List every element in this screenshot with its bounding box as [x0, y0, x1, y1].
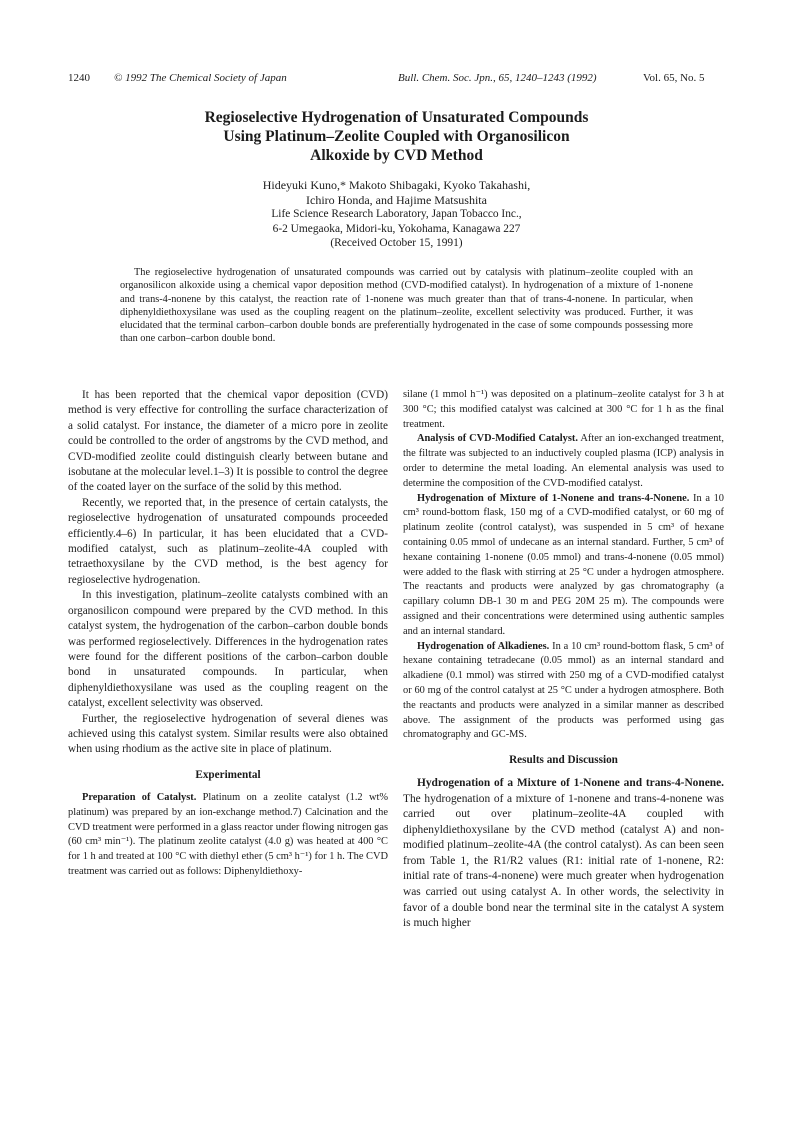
intro-paragraph-4: Further, the regioselective hydrogenation of several dienes was achieved using this catalyst system. Similar results were also obtained when using rhodium as the active site in place of platinum. — [68, 712, 388, 756]
analysis-body: After an ion-exchanged treatment, the filtrate was subjected to an inductively coupled plasma (ICP) analysis in order to determine the metal loading. An elemental analysis was used to determine the composition of the CVD-modified catalyst. — [403, 433, 724, 489]
title-line-3: Alkoxide by CVD Method — [310, 147, 483, 164]
alkadienes-paragraph — [403, 640, 724, 744]
article-title — [0, 108, 793, 165]
preparation-run-in-head: Preparation of Catalyst. — [82, 792, 197, 804]
results-run-in-head: Hydrogenation of a Mixture of 1-Nonene and trans-4-Nonene. — [417, 776, 724, 789]
experimental-heading: Experimental — [195, 768, 261, 781]
authors-line-2: Ichiro Honda, and Hajime Matsushita — [306, 192, 487, 207]
analysis-run-in-head: Analysis of CVD-Modified Catalyst. — [417, 433, 578, 445]
results-body: The hydrogenation of a mixture of 1-nonene and trans-4-nonene was carried out over platinum–zeolite-4A coupled with diphenyldiethoxysilane by the CVD method (catalyst A) and non-modified platinum–zeolite-4A (the control catalyst). As can been seen from Table 1, the R1/R2 values (R1: initial rate of 1-nonene, R2: initial rate of trans-4-nonene) were much greater when hydrogenation was carried out using catalyst A. In other words, the selectivity in favor of a double bond near the terminal site in the catalyst A system is much higher — [403, 792, 724, 930]
results-heading: Results and Discussion — [509, 754, 618, 767]
journal-citation: Bull. Chem. Soc. Jpn., 65, 1240–1243 (1992) — [398, 72, 597, 84]
alkadienes-body: In a 10 cm³ round-bottom flask, 5 cm³ of hexane containing tetradecane (0.05 mmol) as an internal standard and alkadiene (0.1 mmol) was stirred with 250 mg of a CVD-modified catalyst or 60 mg of the control catalyst at 25 °C under a hydrogen atmosphere. Both the reactants and products were analyzed in a similar manner as described above. The assignment of the products was performed using gas chromatography and GC-MS. — [403, 640, 724, 741]
preparation-paragraph — [68, 791, 388, 879]
author-list — [0, 178, 793, 251]
mixture-run-in-head: Hydrogenation of Mixture of 1-Nonene and trans-4-Nonene. — [417, 492, 690, 504]
volume-info: Vol. 65, No. 5 — [643, 72, 705, 84]
page-number: 1240 — [68, 72, 90, 84]
results-paragraph — [403, 776, 724, 932]
intro-paragraph-3: In this investigation, platinum–zeolite catalysts combined with an organosilicon compound were prepared by the CVD method. In this catalyst system, the hydrogenation of the carbon–carbon double bonds was performed regioselectively. Differences in the hydrogenation rates were found for the different positions of the carbon–carbon double bond in unsaturated compounds. In particular, when diphenyldiethoxysilane was used as the coupling reagent on the catalyst, excellent selectivity was observed. — [68, 589, 388, 710]
preparation-body: Platinum on a zeolite catalyst (1.2 wt% platinum) was prepared by an ion-exchange method.7) Calcination and the CVD treatment were performed in a glass reactor under flowing nitrogen gas (60 cm³ min⁻¹). The platinum zeolite catalyst (4.0 g) was heated at 400 °C for 1 h and treated at 100 °C with diethyl ether (5 cm³ h⁻¹) for 1 h. The CVD treatment was carried out as follows: Diphenyldiethoxy- — [68, 792, 388, 877]
abstract: The regioselective hydrogenation of unsaturated compounds was carried out by catalysis with platinum–zeolite coupled with an organosilicon alkoxide using a chemical vapor deposition method (CVD-modified catalyst). In hydrogenation of a mixture of 1-nonene and trans-4-nonene by this catalyst, the reaction rate of 1-nonene was much greater than that of trans-4-nonene. In particular, when diphenyldiethoxysilane was used as the coupling reagent on the platinum–zeolite, excellent selectivity was produced. Further, it was elucidated that the terminal carbon–carbon double bonds are preferentially hydrogenated in the case of some compounds possessing more than one carbon–carbon double bond. — [120, 267, 693, 345]
right-column — [403, 388, 724, 932]
title-line-1: Regioselective Hydrogenation of Unsaturated Compounds — [204, 109, 589, 126]
received-date: (Received October 15, 1991) — [330, 237, 463, 250]
left-column — [68, 388, 388, 879]
cvd-continuation: silane (1 mmol h⁻¹) was deposited on a platinum–zeolite catalyst for 3 h at 300 °C; this modified catalyst was calcined at 300 °C for 1 h as the final treatment. — [403, 389, 724, 430]
mixture-body: In a 10 cm³ round-bottom flask, 150 mg of a CVD-modified catalyst, or 60 mg of platinum zeolite (control catalyst), was suspended in 5 cm³ of hexane containing 0.05 mmol of undecane as an internal standard. Further, 5 cm³ of hexane containing 1-nonene (0.05 mmol) and trans-4-nonene (0.05 mmol) were added to the flask with stirring at 25 °C under a hydrogen atmosphere. The reactants and products were analyzed by gas chromatography (a capillary column DB-1 30 m and PEG 20M 25 m). The compounds were assigned and their concentrations were determined using authentic samples and an internal standard. — [403, 492, 724, 637]
intro-paragraph-2: Recently, we reported that, in the presence of certain catalysts, the regioselective hydrogenation of unsaturated compounds proceeded efficiently.4–6) In particular, it has been elucidated that a CVD-modified catalyst, such as platinum–zeolite-4A coupled with tetraethoxysilane by the CVD method, is the best agency for regioselective hydrogenation. — [68, 496, 388, 586]
alkadienes-run-in-head: Hydrogenation of Alkadienes. — [417, 640, 550, 652]
authors-line-1: Hideyuki Kuno,* Makoto Shibagaki, Kyoko Takahashi, — [262, 178, 531, 192]
title-line-2: Using Platinum–Zeolite Coupled with Organosilicon — [223, 128, 570, 145]
affiliation-line-1: Life Science Research Laboratory, Japan Tobacco Inc., — [271, 208, 522, 221]
copyright-line: © 1992 The Chemical Society of Japan — [114, 72, 287, 84]
mixture-paragraph — [403, 492, 724, 640]
intro-paragraph-1: It has been reported that the chemical vapor deposition (CVD) method is very effective for controlling the surface characterization of a solid catalyst. For instance, the diameter of a micro pore in zeolite could be controlled to the order of angstroms by the CVD method, and CVD-modified zeolite could distinguish clearly between butane and isobutane at the molecular level.1–3) It is possible to control the degree of the coated layer on the surface of the solid by this method. — [68, 389, 388, 494]
analysis-paragraph — [403, 432, 724, 491]
affiliation-line-2: 6-2 Umegaoka, Midori-ku, Yokohama, Kanagawa 227 — [272, 222, 521, 235]
